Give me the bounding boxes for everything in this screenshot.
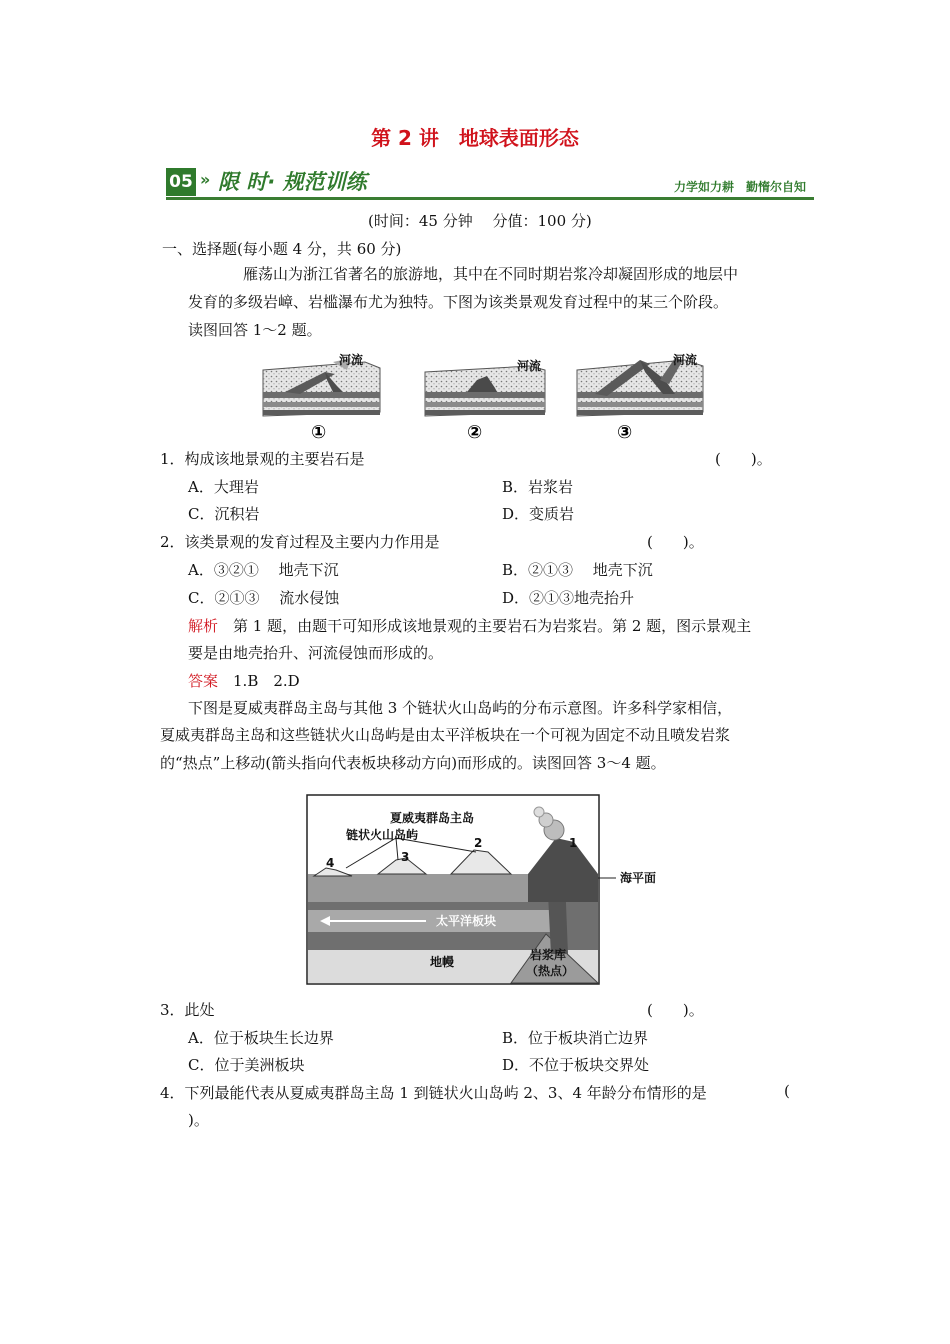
q3-option-a[interactable]: A．位于板块生长边界 <box>188 1029 334 1047</box>
q2-option-d[interactable]: D．②①③地壳抬升 <box>502 589 635 607</box>
q3-option-b[interactable]: B．位于板块消亡边界 <box>502 1029 649 1047</box>
label-island-3: 3 <box>401 850 410 864</box>
q2-bracket: ( )。 <box>647 533 704 551</box>
label-island-1: 1 <box>569 836 578 850</box>
analysis-label: 解析 <box>188 617 219 635</box>
banner-badge: 05 <box>166 168 196 196</box>
q3-option-d[interactable]: D．不位于板块交界处 <box>502 1056 650 1074</box>
river-label-2: 河流 <box>517 359 542 373</box>
exam-meta: (时间：45 分钟 分值：100 分) <box>368 212 592 230</box>
q2-option-c[interactable]: C．②①③ 流水侵蚀 <box>188 589 340 607</box>
section-heading: 一、选择题(每小题 4 分，共 60 分) <box>162 240 402 258</box>
intro1-line2: 发育的多级岩嶂、岩槛瀑布尤为独特。下图为该类景观发育过程中的某三个阶段。 <box>188 293 729 311</box>
q4-bracket-close: )。 <box>188 1111 209 1129</box>
answer-text: 1.B 2.D <box>218 672 300 690</box>
q3-bracket: ( )。 <box>647 1001 704 1019</box>
intro2-line3: 的“热点”上移动(箭头指向代表板块移动方向)而形成的。读图回答 3～4 题。 <box>160 754 666 772</box>
q3-option-c[interactable]: C．位于美洲板块 <box>188 1056 305 1074</box>
banner-label: 限 时· 规范训练 <box>218 170 367 194</box>
label-main-island: 夏威夷群岛主岛 <box>390 811 475 825</box>
stage-label-2: ② <box>467 422 483 443</box>
river-label-1: 河流 <box>339 353 364 367</box>
q1-stem: 1．构成该地景观的主要岩石是 <box>160 450 365 468</box>
banner-arrow: » <box>200 170 211 189</box>
q1-option-a[interactable]: A．大理岩 <box>188 478 259 496</box>
banner-motto: 力学如力耕 勤惰尔自知 <box>673 180 806 194</box>
answer-label: 答案 <box>188 672 219 690</box>
analysis-text-1: 第 1 题，由题干可知形成该地景观的主要岩石为岩浆岩。第 2 题，图示景观主 <box>218 617 752 635</box>
stage-label-1: ① <box>311 422 327 443</box>
stage-label-3: ③ <box>617 422 633 443</box>
label-mantle: 地幔 <box>430 955 455 969</box>
river-label-3: 河流 <box>673 353 698 367</box>
figure-hotspot-diagram <box>306 794 676 986</box>
answer-line <box>188 670 300 691</box>
q4-stem: 4．下列最能代表从夏威夷群岛主岛 1 到链状火山岛屿 2、3、4 年龄分布情形的是 <box>160 1084 707 1102</box>
analysis-line2: 要是由地壳抬升、河流侵蚀而形成的。 <box>188 644 444 662</box>
label-island-4: 4 <box>326 856 335 870</box>
intro1-line3: 读图回答 1～2 题。 <box>188 321 322 339</box>
figure-landscape-stages <box>255 350 725 445</box>
q2-option-a[interactable]: A．③②① 地壳下沉 <box>188 561 339 579</box>
stage-2-block <box>425 366 545 416</box>
q4-bracket-open: ( <box>784 1082 790 1100</box>
page-title: 第 2 讲 地球表面形态 <box>371 126 579 150</box>
q1-option-c[interactable]: C．沉积岩 <box>188 505 260 523</box>
q1-option-b[interactable]: B．岩浆岩 <box>502 478 574 496</box>
label-hotspot: （热点） <box>526 964 575 978</box>
section-banner <box>166 166 814 200</box>
label-chain-islands: 链状火山岛屿 <box>346 828 419 842</box>
q1-bracket: ( )。 <box>715 450 772 468</box>
label-magma-chamber: 岩浆库 <box>530 948 567 962</box>
intro1-line1: 雁荡山为浙江省著名的旅游地，其中在不同时期岩浆冷却凝固形成的地层中 <box>243 265 739 283</box>
q3-stem: 3．此处 <box>160 1001 215 1019</box>
label-island-2: 2 <box>474 836 483 850</box>
label-sea-level: 海平面 <box>620 871 657 885</box>
label-pacific-plate: 太平洋板块 <box>436 914 497 928</box>
analysis-line1 <box>188 615 751 636</box>
q2-stem: 2．该类景观的发育过程及主要内力作用是 <box>160 533 440 551</box>
q1-option-d[interactable]: D．变质岩 <box>502 505 575 523</box>
banner-divider <box>166 197 814 200</box>
intro2-line2: 夏威夷群岛主岛和这些链状火山岛屿是由太平洋板块在一个可视为固定不动且喷发岩浆 <box>160 726 731 744</box>
q2-option-b[interactable]: B．②①③ 地壳下沉 <box>502 561 653 579</box>
intro2-line1: 下图是夏威夷群岛主岛与其他 3 个链状火山岛屿的分布示意图。许多科学家相信， <box>188 699 733 717</box>
